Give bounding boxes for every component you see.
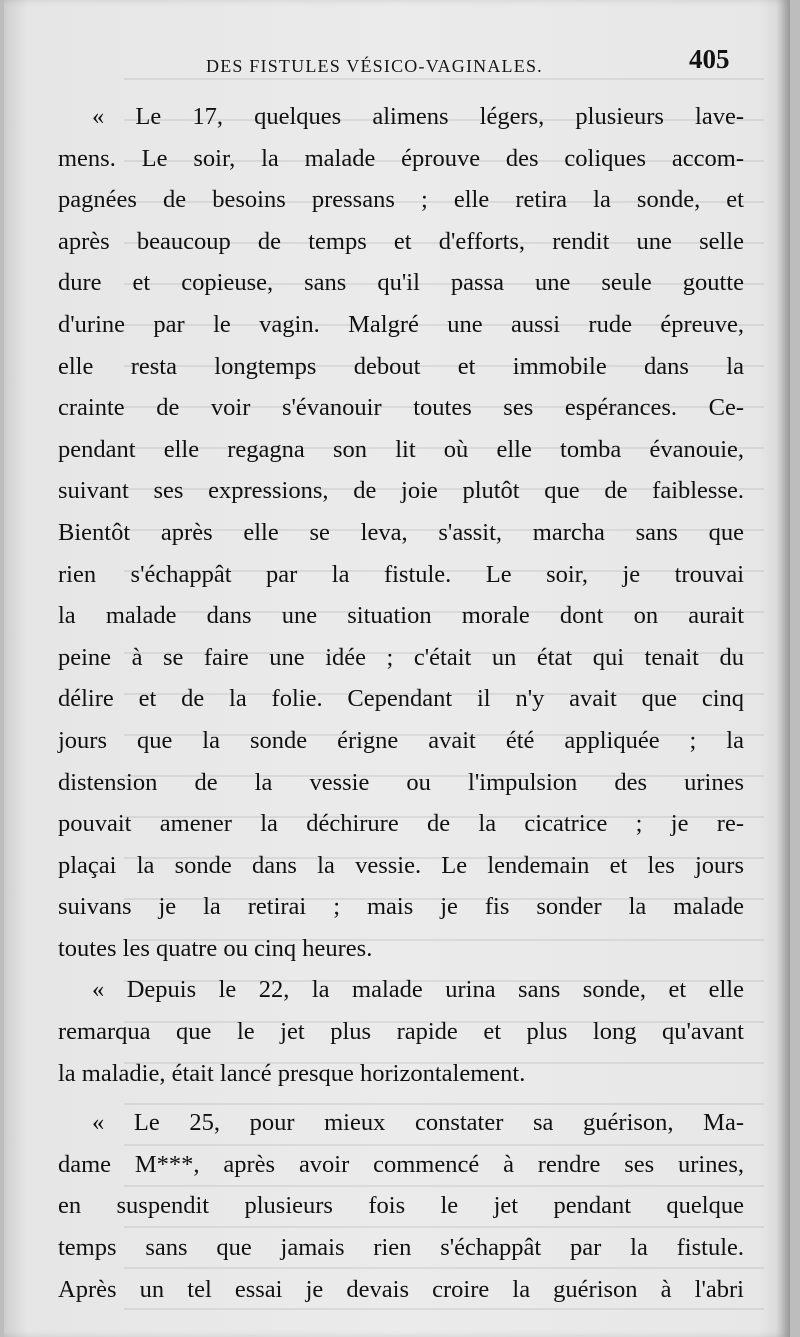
text-line: rien s'échappât par la fistule. Le soir, je trouvai bbox=[58, 560, 744, 588]
text-line: pagnées de besoins pressans ; elle retira la sonde, et bbox=[58, 186, 744, 214]
text-line: la malade dans une situation morale dont on aurait bbox=[58, 602, 744, 630]
text-line: « Depuis le 22, la malade urina sans sonde, et elle bbox=[92, 976, 744, 1004]
text-line: distension de la vessie ou l'impulsion des urines bbox=[58, 768, 744, 796]
running-title: DES FISTULES VÉSICO-VAGINALES. bbox=[206, 56, 543, 76]
text-line: pouvait amener la déchirure de la cicatrice ; je re- bbox=[58, 810, 744, 838]
book-page bbox=[4, 0, 790, 1337]
text-line: peine à se faire une idée ; c'était un état qui tenait du bbox=[58, 643, 744, 671]
text-line: en suspendit plusieurs fois le jet pendant quelque bbox=[58, 1192, 744, 1220]
text-line: crainte de voir s'évanouir toutes ses espérances. Ce- bbox=[58, 394, 744, 422]
paragraph bbox=[58, 969, 744, 1094]
paragraph-spacer bbox=[58, 1094, 744, 1102]
text-line: d'urine par le vagin. Malgré une aussi rude épreuve, bbox=[58, 310, 744, 338]
text-line: pendant elle regagna son lit où elle tomba évanouie, bbox=[58, 435, 744, 463]
text-line: dame M***, après avoir commencé à rendre ses urines, bbox=[58, 1150, 744, 1178]
text-line: temps sans que jamais rien s'échappât par la fistule. bbox=[58, 1234, 744, 1262]
text-line: suivant ses expressions, de joie plutôt que de faiblesse. bbox=[58, 477, 744, 505]
text-line: « Le 25, pour mieux constater sa guérison, Ma- bbox=[92, 1109, 744, 1137]
page-number: 405 bbox=[689, 44, 730, 74]
text-line: plaçai la sonde dans la vessie. Le lendemain et les jours bbox=[58, 851, 744, 879]
text-line: remarqua que le jet plus rapide et plus long qu'avant bbox=[58, 1018, 744, 1046]
running-head bbox=[4, 34, 790, 94]
text-line: suivans je la retirai ; mais je fis sonder la malade bbox=[58, 893, 744, 921]
text-line: délire et de la folie. Cependant il n'y avait que cinq bbox=[58, 685, 744, 713]
text-line: dure et copieuse, sans qu'il passa une seule goutte bbox=[58, 269, 744, 297]
text-line: elle resta longtemps debout et immobile dans la bbox=[58, 352, 744, 380]
text-line: Bientôt après elle se leva, s'assit, marcha sans que bbox=[58, 518, 744, 546]
text-line: après beaucoup de temps et d'efforts, rendit une selle bbox=[58, 227, 744, 255]
paragraph bbox=[58, 96, 744, 969]
text-line: « Le 17, quelques alimens légers, plusieurs lave- bbox=[92, 103, 744, 130]
text-line: la maladie, était lancé presque horizontalement. bbox=[58, 1059, 526, 1087]
text-line: Après un tel essai je devais croire la guérison à l'abri bbox=[58, 1275, 744, 1303]
text-line: jours que la sonde érigne avait été appliquée ; la bbox=[58, 726, 744, 754]
paragraph bbox=[58, 1102, 744, 1310]
page-edge-shadow bbox=[776, 0, 790, 1337]
body-text bbox=[58, 96, 744, 1310]
text-line: mens. Le soir, la malade éprouve des coliques accom- bbox=[58, 144, 744, 172]
text-line: toutes les quatre ou cinq heures. bbox=[58, 934, 373, 962]
